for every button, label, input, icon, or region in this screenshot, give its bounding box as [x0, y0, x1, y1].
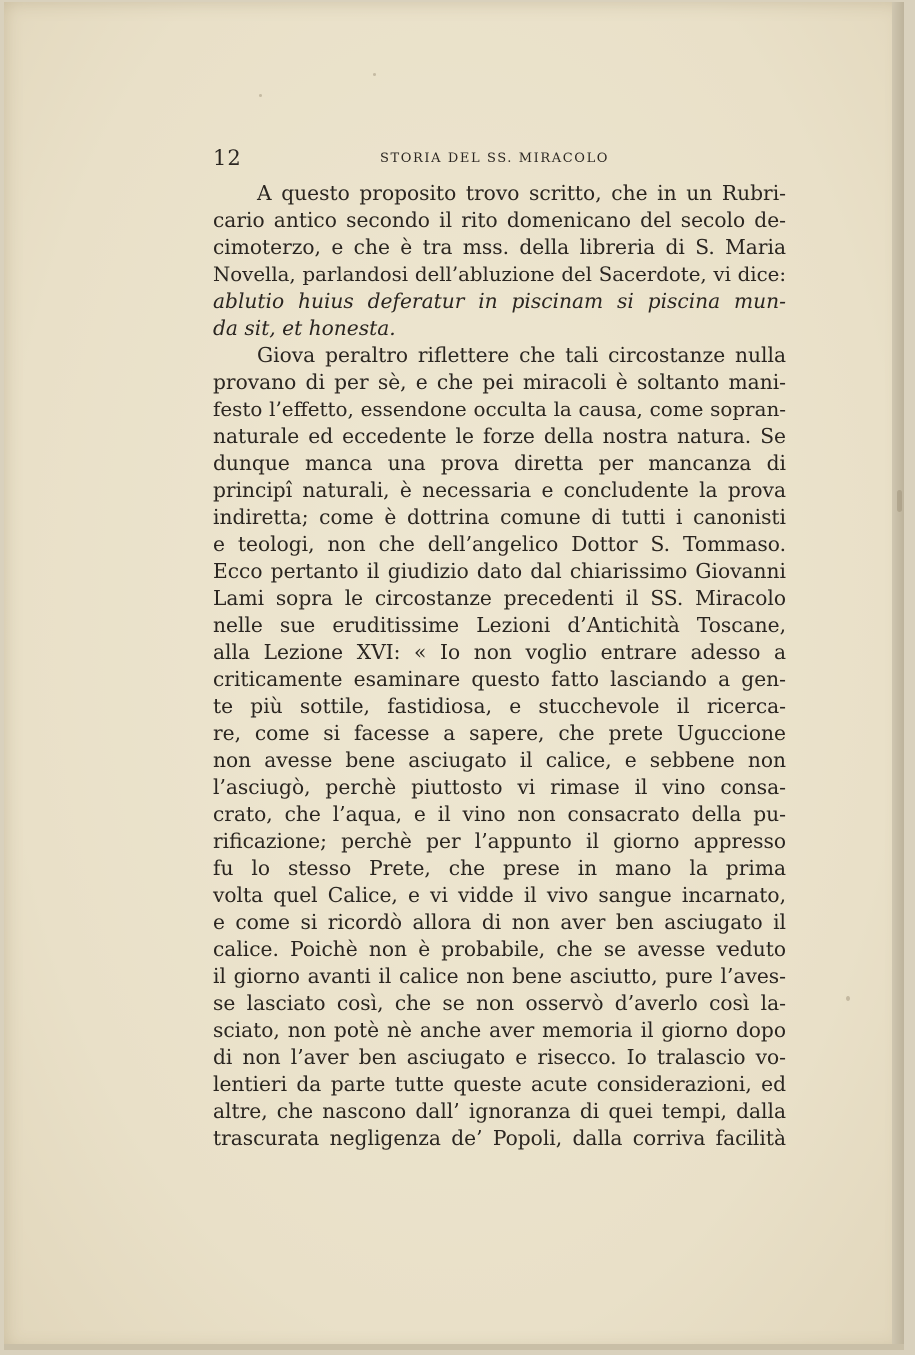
text-line: l’asciugò, perchè piuttosto vi rimase il vino consa-	[213, 775, 786, 799]
body-text	[213, 180, 786, 1152]
text-line: Novella, parlandosi dell’abluzione del Sacerdote, vi dice:	[213, 263, 786, 286]
text-line: Lami sopra le circostanze precedenti il SS. Miracolo	[213, 586, 786, 610]
text-line: altre, che nascono dall’ ignoranza di quei tempi, dalla	[213, 1099, 786, 1123]
text-line: da sit, et honesta.	[213, 316, 396, 340]
text-line: alla Lezione XVI: « Io non voglio entrare adesso a	[213, 640, 786, 664]
text-line: cimoterzo, e che è tra mss. della libreria di S. Maria	[213, 235, 786, 259]
text-line: criticamente esaminare questo fatto lasciando a gen-	[213, 667, 786, 691]
page-header	[213, 146, 786, 170]
text-line: cario antico secondo il rito domenicano del secolo de-	[213, 208, 786, 232]
text-line: calice. Poichè non è probabile, che se avesse veduto	[213, 937, 786, 961]
text-line: indiretta; come è dottrina comune di tutti i canonisti	[213, 505, 786, 529]
text-line: Ecco pertanto il giudizio dato dal chiarissimo Giovanni	[213, 559, 786, 583]
text-line: festo l’effetto, essendone occulta la causa, come sopran-	[213, 398, 786, 421]
page-number: 12	[213, 146, 242, 170]
text-line: il giorno avanti il calice non bene asciutto, pure l’aves-	[213, 964, 786, 988]
running-head: STORIA DEL SS. MIRACOLO	[380, 151, 610, 166]
text-line: volta quel Calice, e vi vidde il vivo sangue incarnato,	[213, 883, 786, 907]
text-line: Giova peraltro riflettere che tali circostanze nulla	[257, 343, 786, 367]
page-edge-right	[892, 2, 904, 1350]
text-line: principî naturali, è necessaria e concludente la prova	[213, 478, 786, 502]
text-line: non avesse bene asciugato il calice, e sebbene non	[213, 748, 786, 772]
text-line: re, come si facesse a sapere, che prete Uguccione	[213, 721, 786, 745]
paper-tear-mark	[897, 490, 902, 512]
foxing-spot	[846, 996, 850, 1001]
text-line: provano di per sè, e che pei miracoli è soltanto mani-	[213, 370, 786, 394]
text-line: crato, che l’aqua, e il vino non consacrato della pu-	[213, 802, 786, 826]
text-line: trascurata negligenza de’ Popoli, dalla corriva facilità	[213, 1126, 786, 1150]
page-edge-bottom	[4, 1344, 904, 1350]
text-line: naturale ed eccedente le forze della nostra natura. Se	[213, 424, 786, 448]
text-line: te più sottile, fastidiosa, e stucchevole il ricerca-	[213, 694, 786, 718]
text-line: fu lo stesso Prete, che prese in mano la prima	[213, 856, 786, 880]
text-line: e teologi, non che dell’angelico Dottor S. Tommaso.	[213, 532, 786, 556]
foxing-spot	[259, 94, 262, 97]
text-line: se lasciato così, che se non osservò d’averlo così la-	[213, 991, 786, 1015]
text-line: di non l’aver ben asciugato e risecco. Io tralascio vo-	[213, 1045, 786, 1069]
text-line: dunque manca una prova diretta per mancanza di	[213, 451, 786, 475]
text-line: ablutio huius deferatur in piscinam si piscina mun-	[213, 289, 786, 313]
text-line: rificazione; perchè per l’appunto il giorno appresso	[213, 829, 786, 853]
text-line: sciato, non potè nè anche aver memoria il giorno dopo	[213, 1018, 786, 1042]
text-line: lentieri da parte tutte queste acute considerazioni, ed	[213, 1072, 786, 1096]
text-line: nelle sue eruditissime Lezioni d’Antichità Toscane,	[213, 613, 786, 637]
text-line: e come si ricordò allora di non aver ben asciugato il	[213, 910, 786, 934]
foxing-spot	[373, 73, 376, 76]
text-line: A questo proposito trovo scritto, che in un Rubri-	[257, 181, 786, 205]
